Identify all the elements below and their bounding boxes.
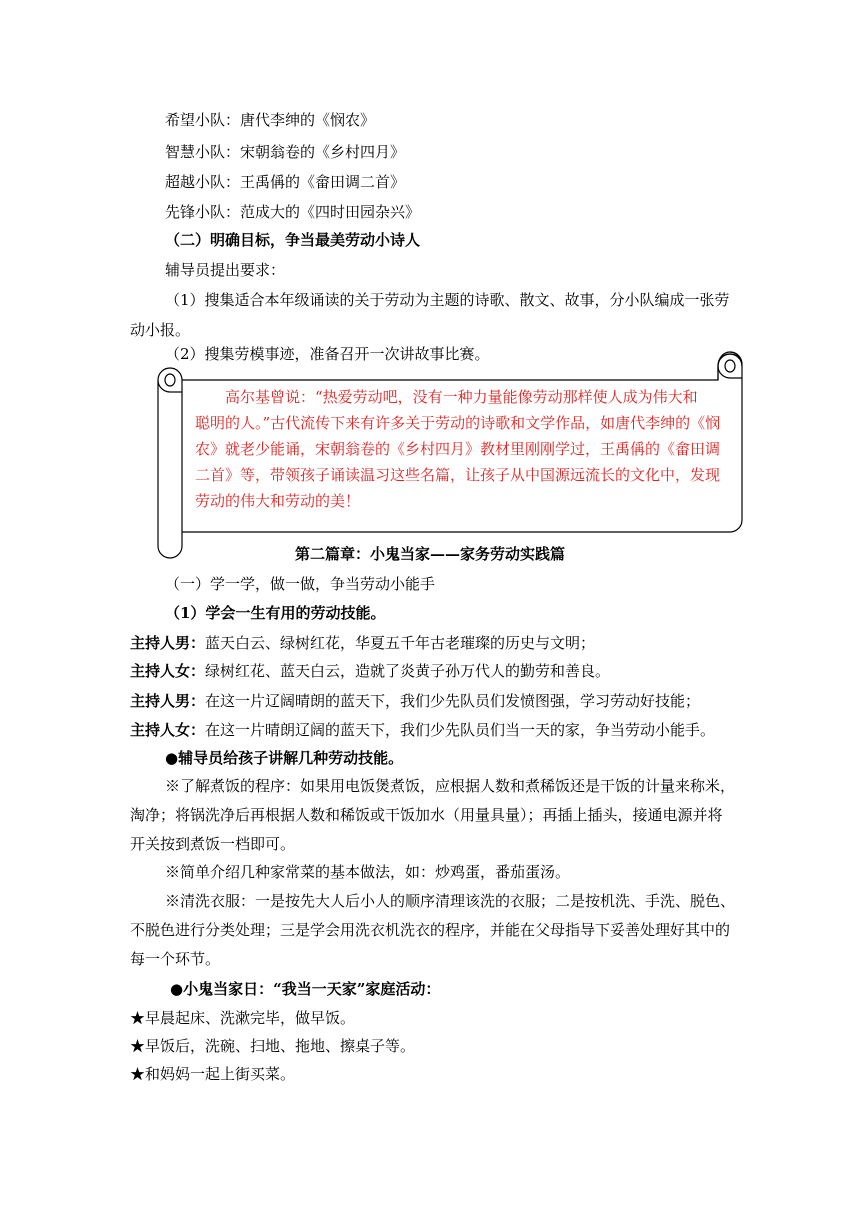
rice-line-2: 淘净；将锅洗净后再根据人数和稀饭或干饭加水（用量具量）；再插上插头，接通电源并将 xyxy=(130,806,723,824)
quote-line: 二首》等，带领孩子诵读温习这些名篇，让孩子从中国源远流长的文化中，发现 xyxy=(195,466,721,484)
learn-heading: （一）学一学，做一做，争当劳动小能手 xyxy=(165,575,436,593)
section-heading-goal: （二）明确目标，争当最美劳动小诗人 xyxy=(165,231,421,249)
host-role: 主持人男： xyxy=(130,634,206,652)
requirement-2: （2）搜集劳模事迹，准备召开一次讲故事比赛。 xyxy=(165,345,490,363)
counselor-skills-heading: ●辅导员给孩子讲解几种劳动技能。 xyxy=(165,749,404,767)
team-item-surpass: 超越小队：王禹偁的《畲田调二首》 xyxy=(165,173,406,191)
activity-item: ★和妈妈一起上街买菜。 xyxy=(130,1065,296,1083)
host-line xyxy=(130,661,610,681)
team-item-wisdom: 智慧小队：宋朝翁卷的《乡村四月》 xyxy=(165,143,406,161)
counselor-request: 辅导员提出要求： xyxy=(165,261,286,279)
skill-heading: （1）学会一生有用的劳动技能。 xyxy=(165,604,386,622)
host-line xyxy=(130,691,700,711)
host-line xyxy=(130,633,595,653)
team-item-hope: 希望小队：唐代李绅的《悯农》 xyxy=(165,111,376,129)
requirement-1-line-2: 动小报。 xyxy=(130,321,191,339)
rice-line-3: 开关按到煮饭一档即可。 xyxy=(130,835,296,853)
host-text: 蓝天白云、绿树红花，华夏五千年古老璀璨的历史与文明； xyxy=(205,634,596,652)
host-text: 绿树红花、蓝天白云，造就了炎黄子孙万代人的勤劳和善良。 xyxy=(205,662,611,680)
quote-line: 高尔基曾说：“热爱劳动吧，没有一种力量能像劳动那样使人成为伟大和 xyxy=(225,388,698,406)
chapter-2-title: 第二篇章：小鬼当家——家务劳动实践篇 xyxy=(294,545,565,563)
host-line xyxy=(130,720,715,740)
rice-line-1: ※了解煮饭的程序：如果用电饭煲煮饭，应根据人数和煮稀饭还是干饭的计量来称米， xyxy=(165,777,736,795)
quote-line: 农》就老少能诵，宋朝翁卷的《乡村四月》教材里刚刚学过，王禹偁的《畲田调 xyxy=(195,440,721,458)
host-text: 在这一片晴朗辽阔的蓝天下，我们少先队员们当一天的家，争当劳动小能手。 xyxy=(205,721,716,739)
gorky-quote xyxy=(195,384,735,514)
laundry-line-1: ※清洗衣服：一是按先大人后小人的顺序清理该洗的衣服；二是按机洗、手洗、脱色、 xyxy=(165,892,736,910)
laundry-line-3: 每一个环节。 xyxy=(130,950,221,968)
activity-item: ★早饭后，洗碗、扫地、拖地、擦桌子等。 xyxy=(130,1037,416,1055)
host-role: 主持人女： xyxy=(130,662,206,680)
team-item-vanguard: 先锋小队：范成大的《四时田园杂兴》 xyxy=(165,203,421,221)
home-day-heading: ●小鬼当家日：“我当一天家”家庭活动： xyxy=(170,980,441,998)
host-text: 在这一片辽阔晴朗的蓝天下，我们少先队员们发愤图强，学习劳动好技能； xyxy=(205,692,701,710)
host-role: 主持人男： xyxy=(130,692,206,710)
requirement-1-line-1: （1）搜集适合本年级诵读的关于劳动为主题的诗歌、散文、故事，分小队编成一张劳 xyxy=(165,291,730,309)
host-role: 主持人女： xyxy=(130,721,206,739)
activity-item: ★早晨起床、洗漱完毕，做早饭。 xyxy=(130,1009,356,1027)
dishes-line: ※简单介绍几种家常菜的基本做法，如：炒鸡蛋，番茄蛋汤。 xyxy=(165,863,571,881)
quote-line: 劳动的伟大和劳动的美！ xyxy=(195,492,361,510)
laundry-line-2: 不脱色进行分类处理；三是学会用洗衣机洗衣的程序，并能在父母指导下妥善处理好其中的 xyxy=(130,921,731,939)
quote-line: 聪明的人。”古代流传下来有许多关于劳动的诗歌和文学作品，如唐代李绅的《悯 xyxy=(195,414,721,432)
